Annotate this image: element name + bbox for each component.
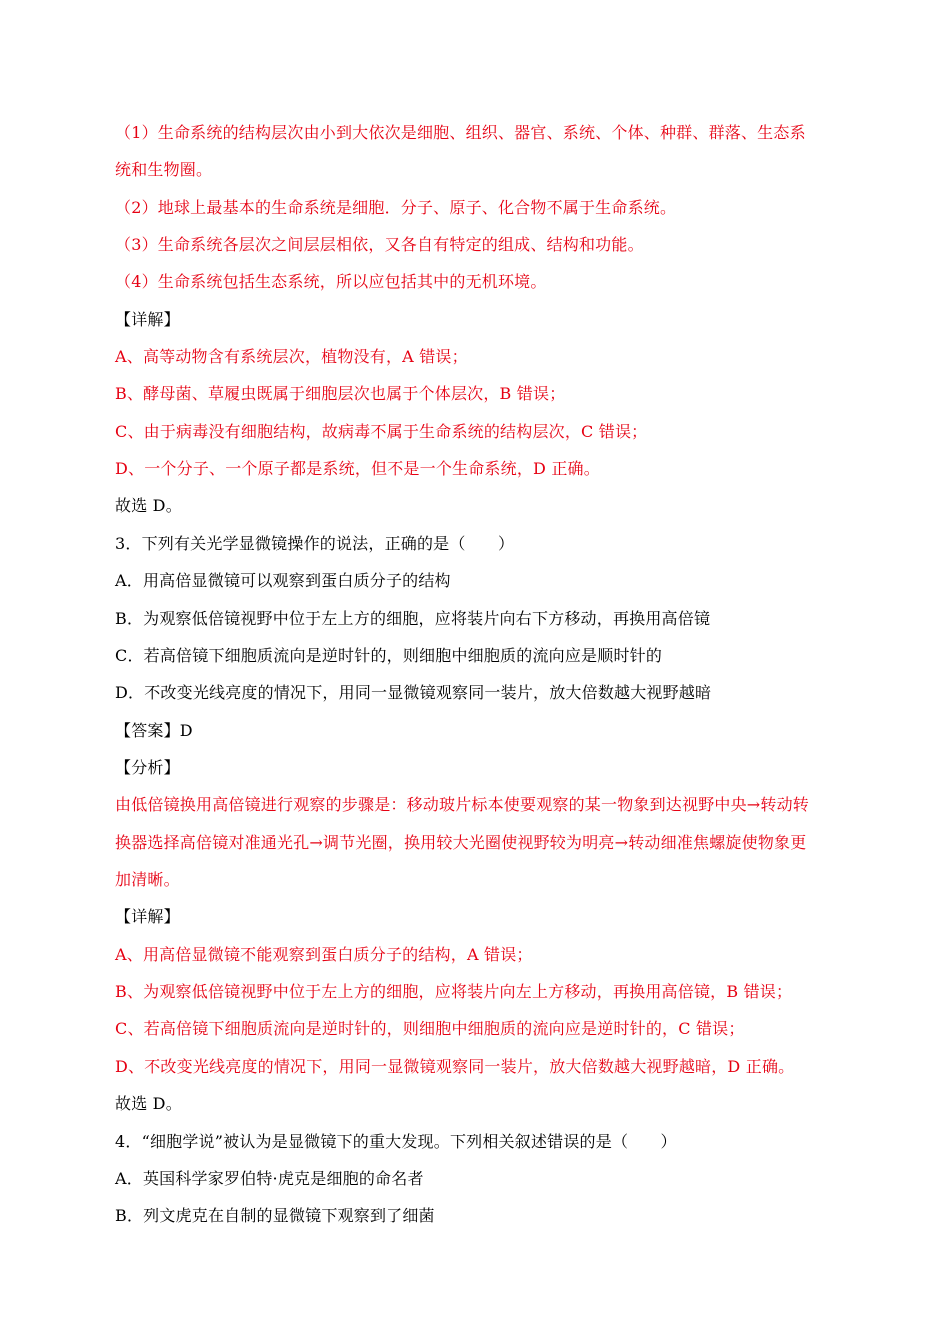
q2-detail-item-a: A、高等动物含有系统层次，植物没有，A 错误；	[115, 347, 468, 366]
q3-option-b: B．为观察低倍镜视野中位于左上方的细胞，应将装片向右下方移动，再换用高倍镜	[115, 609, 711, 628]
q2-detail-label: 【详解】	[115, 310, 180, 329]
q4-stem: 4．“细胞学说”被认为是显微镜下的重大发现。下列相关叙述错误的是（ ）	[115, 1132, 677, 1151]
analysis-point-1b: 统和生物圈。	[115, 160, 213, 179]
q2-conclusion: 故选 D。	[115, 496, 182, 515]
q3-stem: 3．下列有关光学显微镜操作的说法，正确的是（ ）	[115, 534, 515, 553]
q3-option-d: D．不改变光线亮度的情况下，用同一显微镜观察同一装片，放大倍数越大视野越暗	[115, 683, 712, 702]
q3-analysis-line-2: 换器选择高倍镜对准通光孔→调节光圈，换用较大光圈使视野较为明亮→转动细准焦螺旋使物象更	[115, 833, 807, 852]
q3-detail-item-b: B、为观察低倍镜视野中位于左上方的细胞，应将装片向左上方移动，再换用高倍镜，B 错误；	[115, 982, 793, 1001]
q3-detail-item-c: C、若高倍镜下细胞质流向是逆时针的，则细胞中细胞质的流向应是逆时针的，C 错误；	[115, 1019, 745, 1038]
q2-detail-item-d: D、一个分子、一个原子都是系统，但不是一个生命系统，D 正确。	[115, 459, 600, 478]
analysis-point-1a: （1）生命系统的结构层次由小到大依次是细胞、组织、器官、系统、个体、种群、群落、生态系	[115, 123, 806, 142]
q3-detail-item-a: A、用高倍显微镜不能观察到蛋白质分子的结构，A 错误；	[115, 945, 533, 964]
analysis-point-4: （4）生命系统包括生态系统，所以应包括其中的无机环境。	[115, 272, 547, 291]
q3-option-a: A．用高倍显微镜可以观察到蛋白质分子的结构	[115, 571, 451, 590]
q3-analysis-label: 【分析】	[115, 758, 180, 777]
q3-option-c: C．若高倍镜下细胞质流向是逆时针的，则细胞中细胞质的流向应是顺时针的	[115, 646, 663, 665]
q3-answer: 【答案】D	[115, 721, 193, 740]
q2-detail-item-c: C、由于病毒没有细胞结构，故病毒不属于生命系统的结构层次，C 错误；	[115, 422, 648, 441]
q3-conclusion: 故选 D。	[115, 1094, 182, 1113]
q4-option-b: B．列文虎克在自制的显微镜下观察到了细菌	[115, 1206, 435, 1225]
q3-analysis-line-3: 加清晰。	[115, 870, 180, 889]
q2-detail-item-b: B、酵母菌、草履虫既属于细胞层次也属于个体层次，B 错误；	[115, 384, 566, 403]
q4-option-a: A．英国科学家罗伯特·虎克是细胞的命名者	[115, 1169, 424, 1188]
q3-detail-label: 【详解】	[115, 907, 180, 926]
q3-detail-item-d: D、不改变光线亮度的情况下，用同一显微镜观察同一装片，放大倍数越大视野越暗，D 正确。	[115, 1057, 795, 1076]
analysis-point-2: （2）地球上最基本的生命系统是细胞．分子、原子、化合物不属于生命系统。	[115, 198, 677, 217]
analysis-point-3: （3）生命系统各层次之间层层相依，又各自有特定的组成、结构和功能。	[115, 235, 644, 254]
q3-analysis-line-1: 由低倍镜换用高倍镜进行观察的步骤是：移动玻片标本使要观察的某一物象到达视野中央→转动转	[115, 795, 810, 814]
